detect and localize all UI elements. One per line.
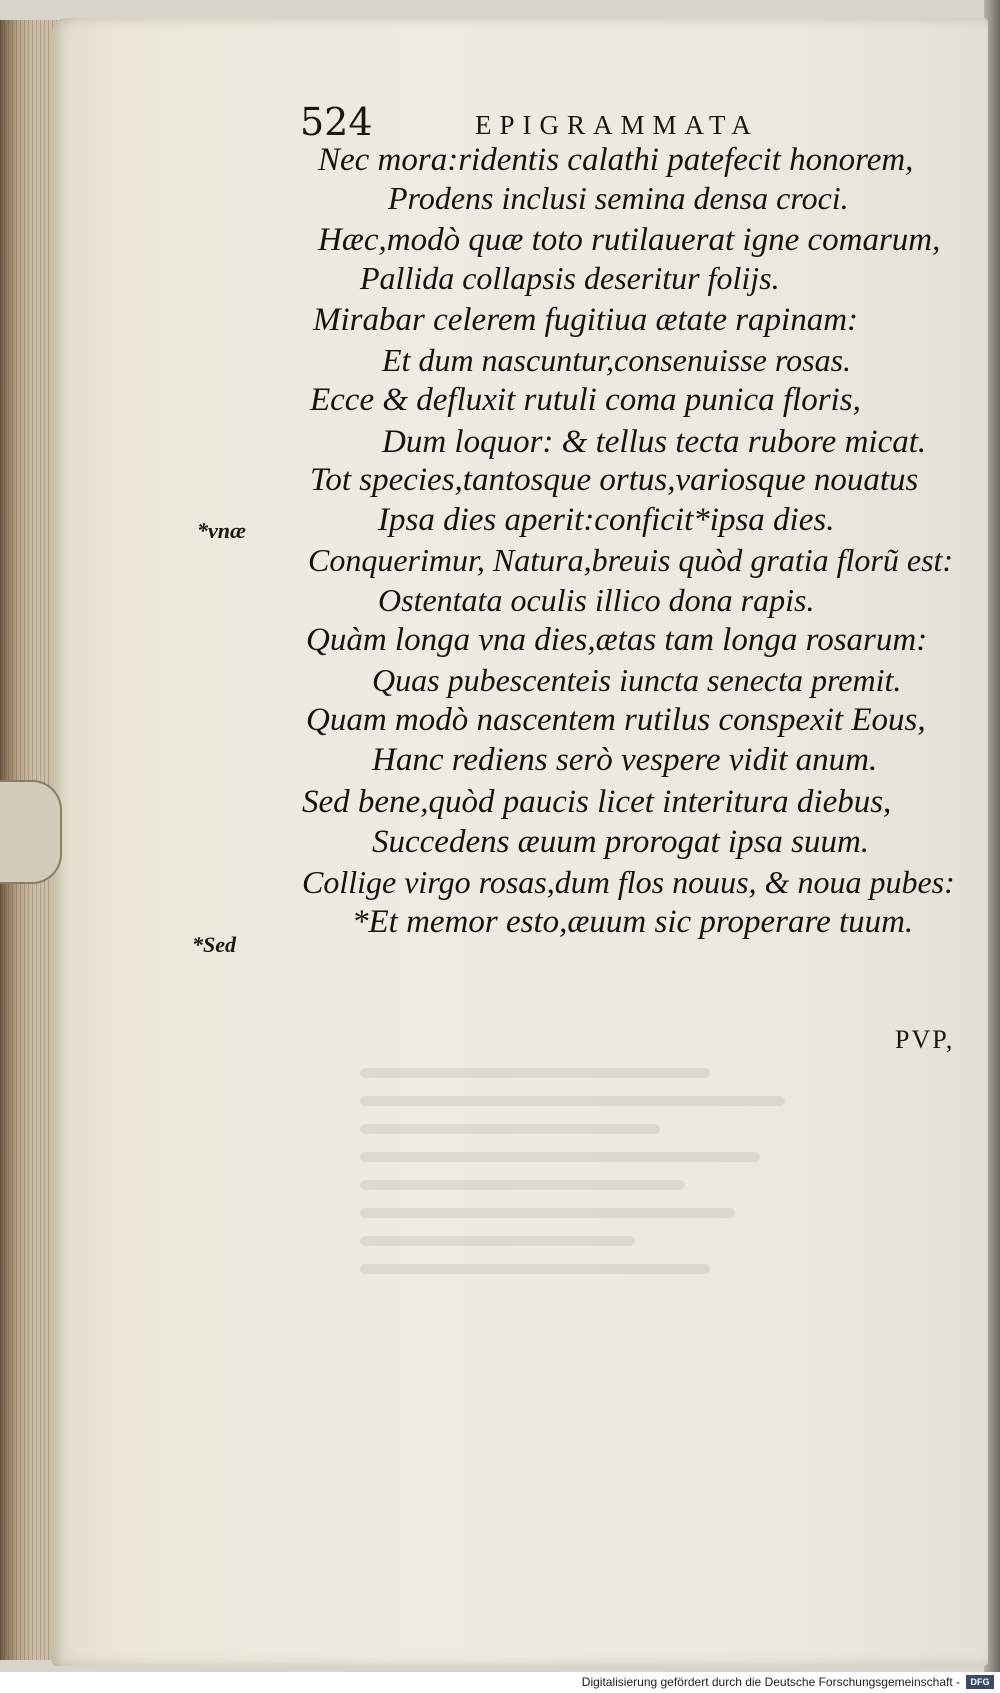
- poem-line: Ipsa dies aperit:conficit*ipsa dies.: [378, 502, 835, 538]
- poem-line: Succedens æuum prorogat ipsa suum.: [372, 824, 870, 860]
- dfg-logo: DFG: [966, 1675, 994, 1689]
- poem-line: Conquerimur, Natura,breuis quòd gratia florũ est:: [308, 542, 954, 578]
- footer-bar: [0, 1672, 1000, 1693]
- poem-line: Quam modò nascentem rutilus conspexit Eous,: [306, 702, 926, 738]
- page-tab-marker: [0, 780, 62, 884]
- margin-note: *Sed: [192, 932, 236, 957]
- poem-line: Nec mora:ridentis calathi patefecit honorem,: [318, 142, 914, 178]
- poem-line: Hæc,modò quæ toto rutilauerat igne comarum,: [318, 222, 941, 258]
- poem-line: Ostentata oculis illico dona rapis.: [378, 582, 815, 618]
- poem-line: Ecce & defluxit rutuli coma punica floris,: [310, 382, 861, 418]
- page-number: 524: [300, 100, 373, 144]
- margin-note: *vnæ: [197, 518, 246, 543]
- running-head: EPIGRAMMATA: [475, 110, 759, 140]
- poem-line: Dum loquor: & tellus tecta rubore micat.: [382, 424, 927, 460]
- poem-line: Quàm longa vna dies,ætas tam longa rosarum:: [306, 622, 928, 658]
- poem-line: Mirabar celerem fugitiua ætate rapinam:: [313, 302, 859, 338]
- poem-line: Collige virgo rosas,dum flos nouus, & noua pubes:: [302, 864, 955, 900]
- poem-line: Hanc rediens serò vespere vidit anum.: [372, 742, 878, 778]
- poem-line: *Et memor esto,æuum sic properare tuum.: [352, 904, 914, 940]
- poem-line: Quas pubescenteis iuncta senecta premit.: [372, 662, 902, 698]
- poem-line: Sed bene,quòd paucis licet interitura diebus,: [302, 784, 892, 820]
- poem-line: Pallida collapsis deseritur folijs.: [360, 260, 780, 296]
- poem-line: Tot species,tantosque ortus,variosque nouatus: [310, 462, 919, 498]
- funding-credit: Digitalisierung gefördert durch die Deutsche Forschungsgemeinschaft -: [581, 1675, 960, 1689]
- show-through-ghost-text: [360, 1050, 860, 1370]
- poem-line: Et dum nascuntur,consenuisse rosas.: [382, 342, 852, 378]
- poem-line: Prodens inclusi semina densa croci.: [388, 180, 849, 216]
- catchword: PVP,: [895, 1025, 955, 1054]
